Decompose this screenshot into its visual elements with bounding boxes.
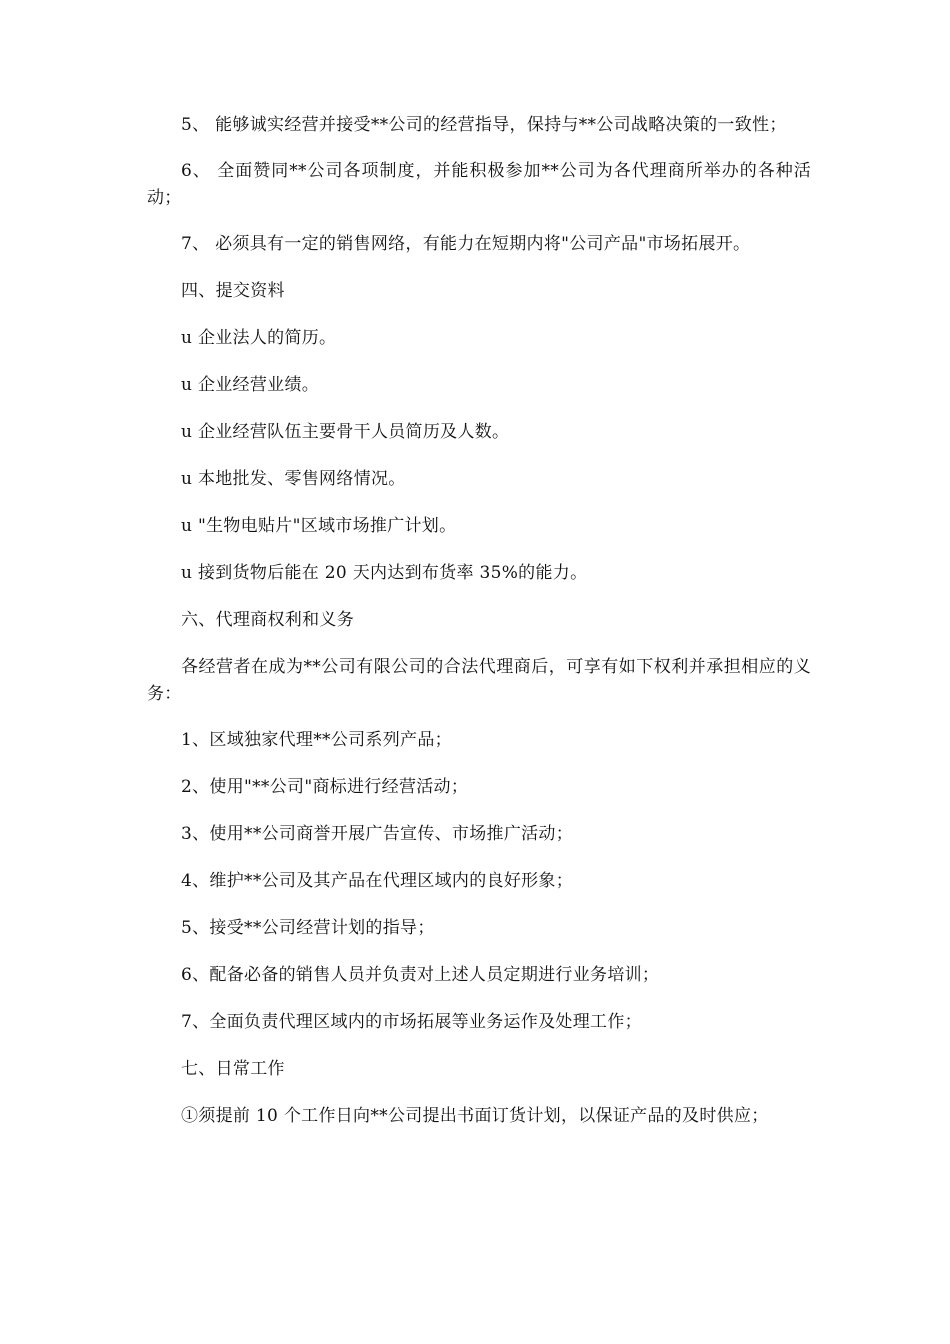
list-item-right-1: 1、区域独家代理**公司系列产品； — [181, 730, 452, 750]
list-item-legal-person-resume: u 企业法人的简历。 — [181, 328, 337, 348]
list-item-right-6: 6、配备必备的销售人员并负责对上述人员定期进行业务培训； — [181, 965, 660, 985]
list-item-promotion-plan: u "生物电贴片"区域市场推广计划。 — [181, 516, 457, 536]
list-item-distribution-capacity: u 接到货物后能在 20 天内达到布货率 35%的能力。 — [181, 563, 588, 583]
section-heading-rights-obligations: 六、代理商权利和义务 — [181, 610, 354, 630]
paragraph-requirement-6: 6、 全面赞同**公司各项制度，并能积极参加**公司为各代理商所举办的各种活动； — [147, 161, 811, 208]
list-item-right-7: 7、全面负责代理区域内的市场拓展等业务运作及处理工作； — [181, 1012, 642, 1032]
list-item-right-2: 2、使用"**公司"商标进行经营活动； — [181, 777, 469, 797]
section-heading-submit-materials: 四、提交资料 — [181, 281, 285, 301]
section-heading-daily-work: 七、日常工作 — [181, 1059, 285, 1079]
list-item-right-4: 4、维护**公司及其产品在代理区域内的良好形象； — [181, 871, 574, 891]
paragraph-requirement-5: 5、 能够诚实经营并接受**公司的经营指导，保持与**公司战略决策的一致性； — [181, 115, 787, 135]
list-item-right-5: 5、接受**公司经营计划的指导； — [181, 918, 435, 938]
document-body — [147, 112, 811, 1150]
list-item-right-3: 3、使用**公司商誉开展广告宣传、市场推广活动； — [181, 824, 574, 844]
list-item-retail-network: u 本地批发、零售网络情况。 — [181, 469, 406, 489]
paragraph-rights-intro: 各经营者在成为**公司有限公司的合法代理商后，可享有如下权利并承担相应的义务： — [147, 657, 811, 704]
list-item-team-resumes: u 企业经营队伍主要骨干人员简历及人数。 — [181, 422, 510, 442]
list-item-business-performance: u 企业经营业绩。 — [181, 375, 320, 395]
paragraph-requirement-7: 7、 必须具有一定的销售网络，有能力在短期内将"公司产品"市场拓展开。 — [181, 234, 751, 254]
list-item-order-plan: ①须提前 10 个工作日向**公司提出书面订货计划，以保证产品的及时供应； — [181, 1106, 769, 1126]
